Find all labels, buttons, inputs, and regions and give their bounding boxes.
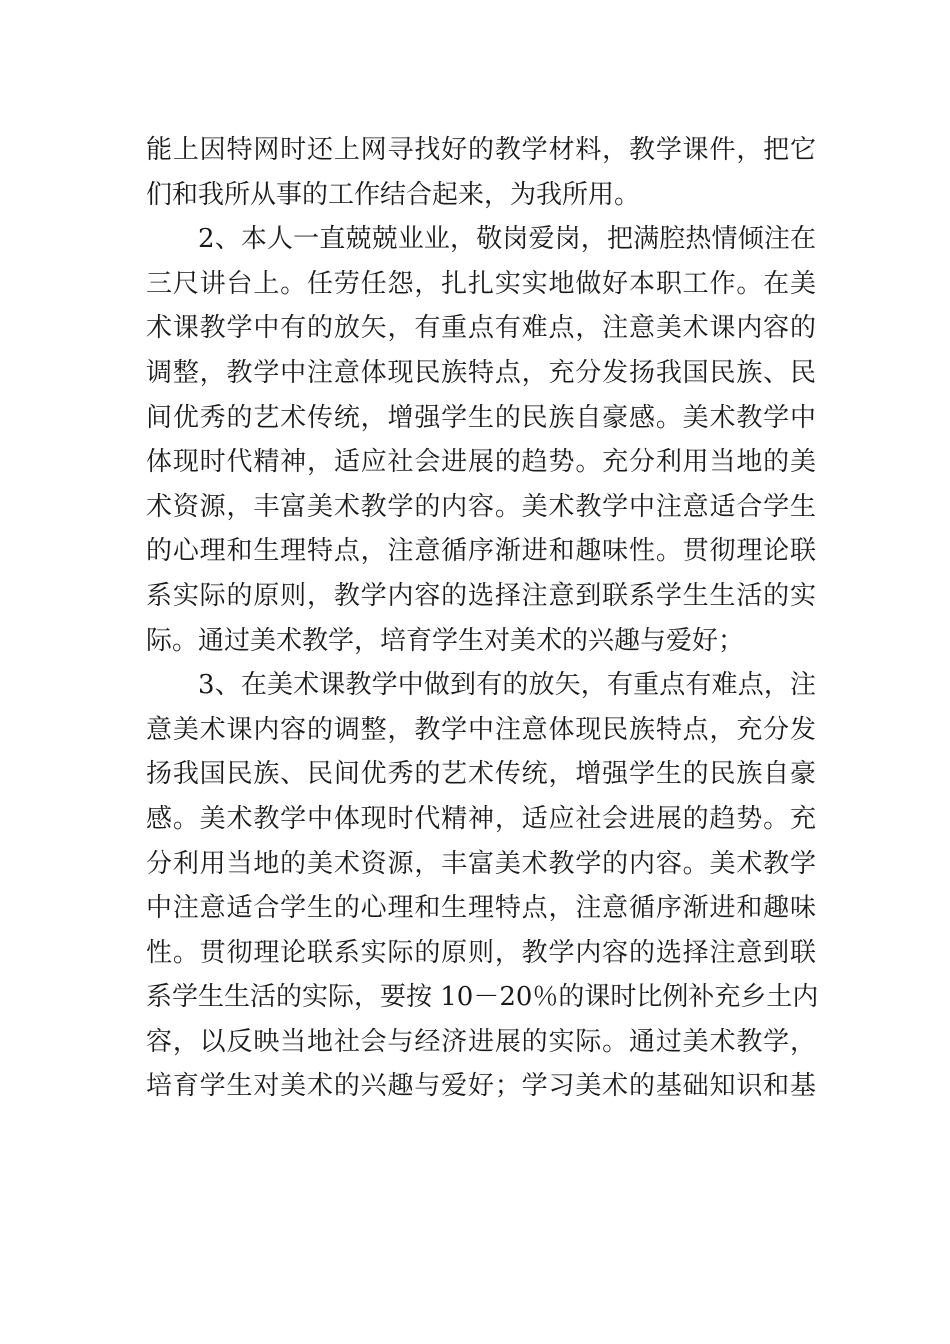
text-line: 培育学生对美术的兴趣与爱好；学习美术的基础知识和基 bbox=[146, 1071, 816, 1102]
text-line: 性。贯彻理论联系实际的原则，教学内容的选择注意到联 bbox=[146, 937, 816, 968]
text-line: 的心理和生理特点，注意循序渐进和趣味性。贯彻理论联 bbox=[146, 536, 816, 567]
text-line: 能上因特网时还上网寻找好的教学材料，教学课件，把它 bbox=[146, 135, 816, 165]
text-line: 3、在美术课教学中做到有的放矢，有重点有难点，注 bbox=[198, 670, 816, 701]
text-line: 们和我所从事的工作结合起来，为我所用。 bbox=[146, 179, 641, 210]
text-line: 三尺讲台上。任劳任怨，扎扎实实地做好本职工作。在美 bbox=[146, 268, 816, 299]
text-line: 际。通过美术教学，培育学生对美术的兴趣与爱好； bbox=[146, 625, 745, 656]
text-line: 分利用当地的美术资源，丰富美术教学的内容。美术教学 bbox=[146, 848, 816, 879]
text-line: 术资源，丰富美术教学的内容。美术教学中注意适合学生 bbox=[146, 491, 816, 522]
text-line: 系学生生活的实际，要按 10－20％的课时比例补充乡土内 bbox=[146, 982, 819, 1013]
text-line: 感。美术教学中体现时代精神，适应社会进展的趋势。充 bbox=[146, 803, 816, 834]
text-line: 调整，教学中注意体现民族特点，充分发扬我国民族、民 bbox=[146, 357, 816, 388]
text-line: 术课教学中有的放矢，有重点有难点，注意美术课内容的 bbox=[146, 313, 816, 344]
text-line: 中注意适合学生的心理和生理特点，注意循序渐进和趣味 bbox=[146, 893, 816, 924]
text-line: 系实际的原则，教学内容的选择注意到联系学生生活的实 bbox=[146, 580, 816, 611]
text-line: 扬我国民族、民间优秀的艺术传统，增强学生的民族自豪 bbox=[146, 759, 816, 790]
text-line: 容，以反映当地社会与经济进展的实际。通过美术教学， bbox=[146, 1026, 816, 1057]
text-line: 2、本人一直兢兢业业，敬岗爱岗，把满腔热情倾注在 bbox=[198, 224, 816, 255]
body-text bbox=[146, 128, 819, 1109]
text-line: 意美术课内容的调整，教学中注意体现民族特点，充分发 bbox=[146, 714, 816, 745]
text-line: 体现时代精神，适应社会进展的趋势。充分利用当地的美 bbox=[146, 447, 816, 478]
text-line: 间优秀的艺术传统，增强学生的民族自豪感。美术教学中 bbox=[146, 402, 816, 433]
